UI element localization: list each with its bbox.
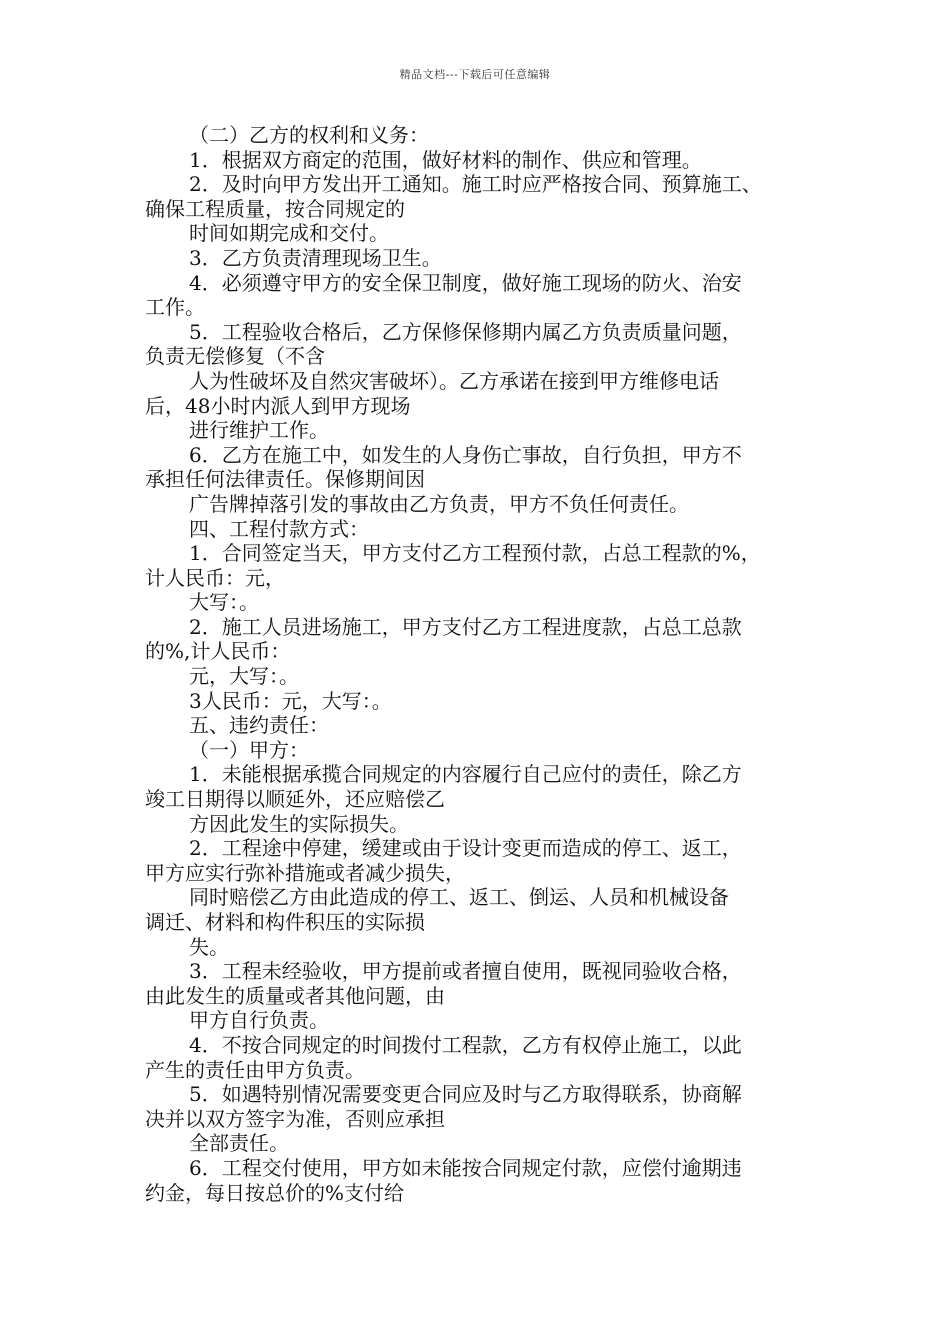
text-line: 的%,计人民币： [145,639,291,664]
text-line: 2．及时向甲方发出开工通知。施工时应严格按合同、预算施工、 [189,172,762,197]
text-line: 计人民币：元， [145,565,285,590]
document-body [145,123,817,1205]
text-line: 1．未能根据承揽合同规定的内容履行自己应付的责任，除乙方 [189,762,742,787]
text-line: 四、工程付款方式： [189,516,369,541]
text-line: 元，大写：。 [189,664,299,689]
text-line: 甲方自行负责。 [189,1008,329,1033]
text-line: 3．乙方负责清理现场卫生。 [189,245,442,270]
text-line: 同时赔偿乙方由此造成的停工、返工、倒运、人员和机械设备 [189,885,729,910]
page-header: 精品文档---下载后可任意编辑 [399,68,551,81]
text-line: 3人民币：元，大写：。 [189,688,392,713]
text-line: 时间如期完成和交付。 [189,221,389,246]
text-line: 1．合同签定当天，甲方支付乙方工程预付款，占总工程款的%， [189,541,761,566]
text-line: 5．工程验收合格后，乙方保修保修期内属乙方负责质量问题， [189,319,742,344]
text-line: 大写：。 [189,590,259,615]
text-line: 6．工程交付使用，甲方如未能按合同规定付款，应偿付逾期违 [189,1155,742,1180]
text-line: 确保工程质量，按合同规定的 [145,196,405,221]
text-line: 4．必须遵守甲方的安全保卫制度，做好施工现场的防火、治安 [189,270,742,295]
text-line: 决并以双方签字为准，否则应承担 [145,1106,445,1131]
text-line: 产生的责任由甲方负责。 [145,1057,365,1082]
text-line: 3．工程未经验收，甲方提前或者擅自使用，既视同验收合格， [189,959,742,984]
text-line: 6．乙方在施工中，如发生的人身伤亡事故，自行负担，甲方不 [189,442,742,467]
text-line: 失。 [189,934,229,959]
text-line: 人为性破坏及自然灾害破坏）。乙方承诺在接到甲方维修电话 [189,368,719,393]
text-line: 2．工程途中停建，缓建或由于设计变更而造成的停工、返工， [189,836,742,861]
text-line: （二）乙方的权利和义务： [189,123,429,147]
text-line: （一）甲方： [189,737,309,762]
text-line: 全部责任。 [189,1131,289,1156]
text-line: 竣工日期得以顺延外，还应赔偿乙 [145,787,445,812]
text-line: 5．如遇特别情况需要变更合同应及时与乙方取得联系，协商解 [189,1082,742,1107]
text-line: 2．施工人员进场施工，甲方支付乙方工程进度款，占总工总款 [189,614,742,639]
text-line: 调迁、材料和构件积压的实际损 [145,910,425,934]
text-line: 1．根据双方商定的范围，做好材料的制作、供应和管理。 [189,147,702,172]
text-line: 广告牌掉落引发的事故由乙方负责，甲方不负任何责任。 [189,491,689,516]
text-line: 由此发生的质量或者其他问题，由 [145,983,445,1008]
text-line: 方因此发生的实际损失。 [189,811,409,836]
text-line: 负责无偿修复（不含 [145,344,325,369]
text-line: 4．不按合同规定的时间拨付工程款，乙方有权停止施工，以此 [189,1032,742,1057]
text-line: 工作。 [145,295,205,320]
text-line: 五、违约责任： [189,713,329,738]
text-line: 约金，每日按总价的%支付给 [145,1180,405,1205]
text-line: 后，48小时内派人到甲方现场 [145,393,411,418]
text-line: 甲方应实行弥补措施或者减少损失， [145,860,465,885]
text-line: 承担任何法律责任。保修期间因 [145,467,425,492]
text-line: 进行维护工作。 [189,418,329,443]
